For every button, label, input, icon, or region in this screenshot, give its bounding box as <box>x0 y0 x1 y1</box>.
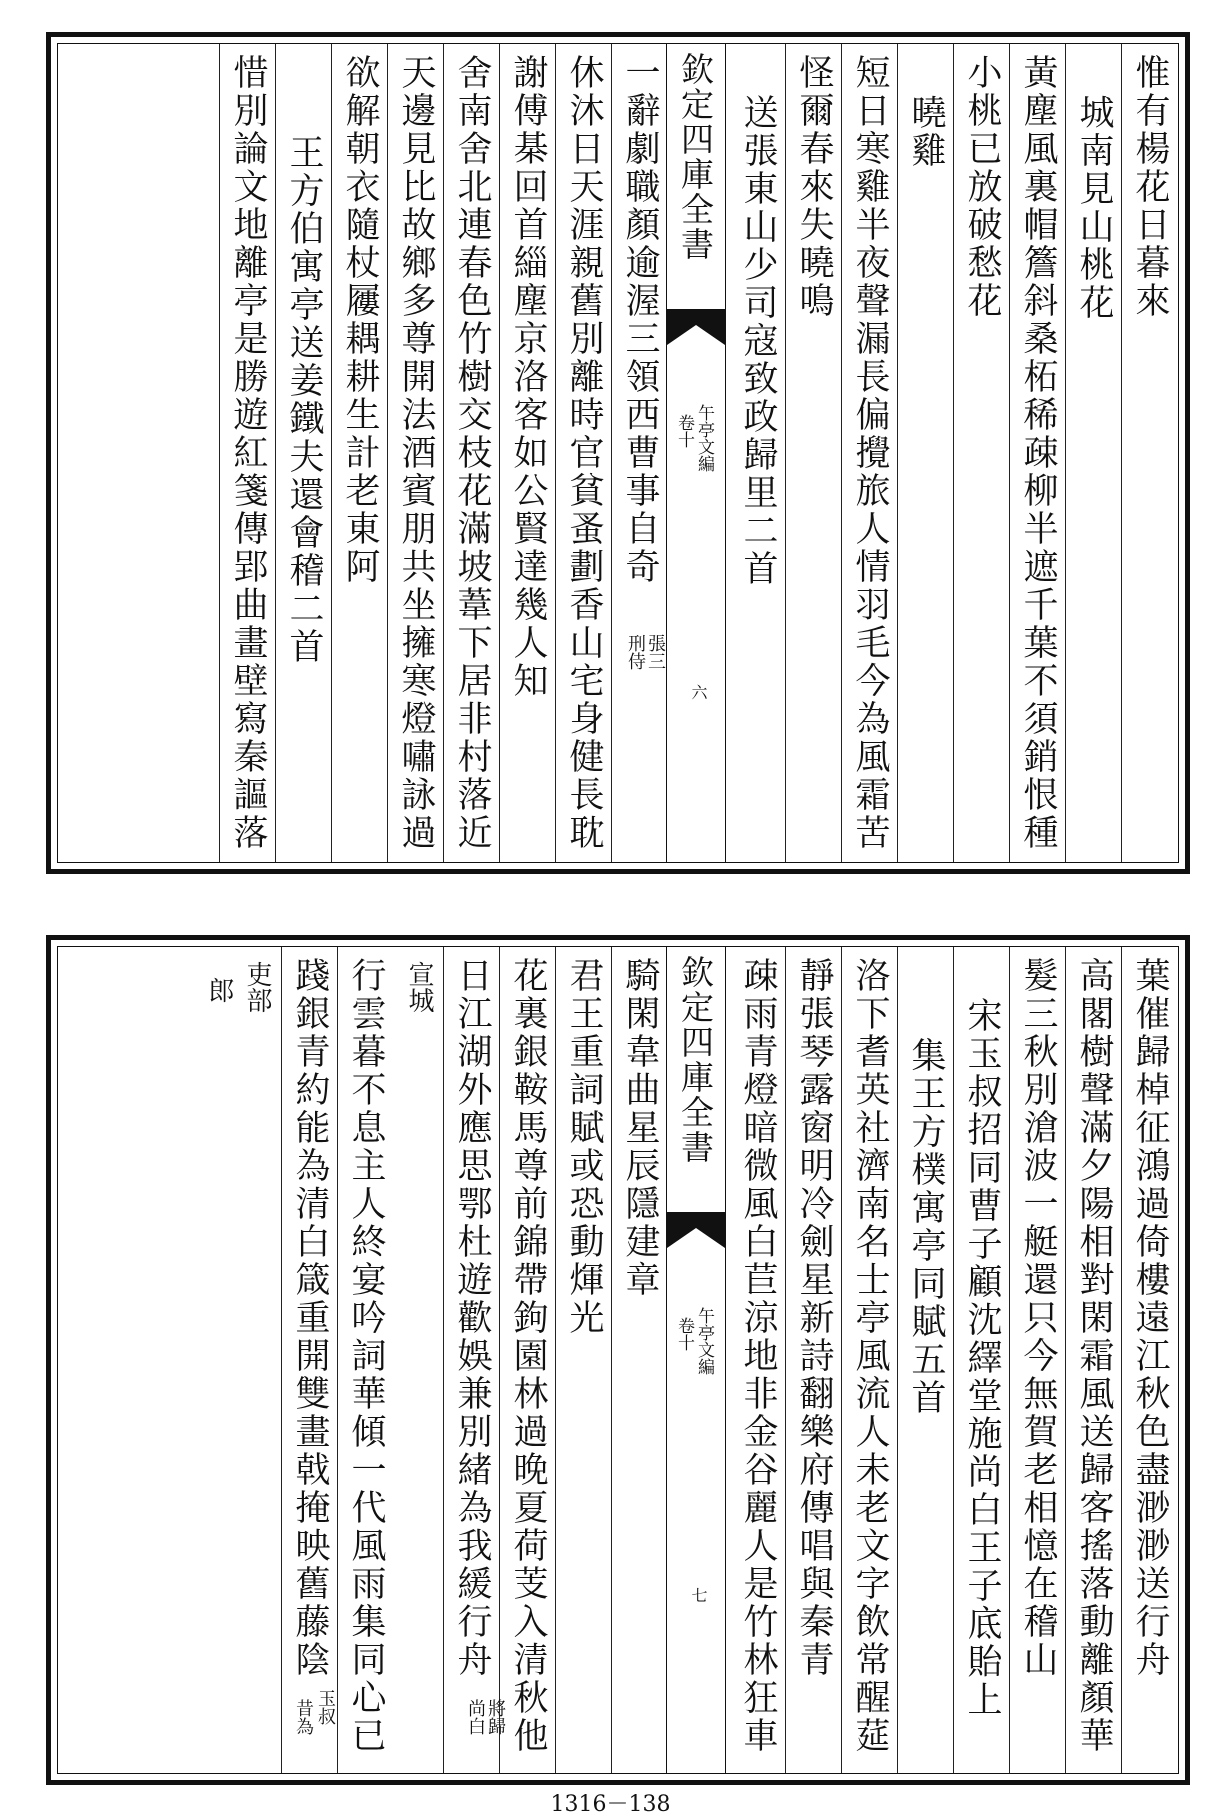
column-rule <box>611 947 612 1773</box>
bot-col-7: 靜張琴露窗明冷劍星新詩翻樂府傳唱與秦青 <box>794 957 834 1679</box>
column-rule <box>337 947 338 1773</box>
column-rule <box>555 44 556 862</box>
column-rule <box>841 44 842 862</box>
top-col-14: 欲解朝衣隨杖屨耦耕生計老東阿 <box>340 54 380 586</box>
top-col-4: 小桃已放破愁花 <box>962 54 1002 320</box>
column-rule <box>499 44 500 862</box>
column-rule <box>1065 947 1066 1773</box>
bot-col-6: 洛下耆英社濟南名士亭風流人未老文字飲常醒莚 <box>850 957 890 1755</box>
inline-note-shangbai: 尚白 <box>465 1699 486 1735</box>
column-rule <box>281 947 282 1773</box>
top-page-inner-border <box>57 43 1179 863</box>
bot-col-9: 騎閑韋曲星辰隱建章 <box>620 957 660 1299</box>
top-page-number: 六 <box>689 684 708 700</box>
top-juan: 卷十 <box>674 414 694 448</box>
inline-note-libu: 吏部 <box>242 961 272 1013</box>
bot-col-1: 葉催歸棹征鴻過倚樓遠江秋色盡渺渺送行舟 <box>1130 957 1170 1679</box>
inline-note-lang: 郎 <box>204 977 234 1003</box>
bot-col-10: 君王重詞賦或恐動煇光 <box>564 957 604 1337</box>
inline-note-zhang: 張三 <box>645 634 666 670</box>
top-col-2: 城南見山桃花 <box>1074 94 1114 322</box>
top-col-9 <box>618 54 662 852</box>
top-col-9-text: 一辭劇職顏逾渥三領西曹事自奇 <box>620 54 660 586</box>
top-col-11: 謝傅棊回首緇塵京洛客如公賢達幾人知 <box>508 54 548 700</box>
column-rule <box>443 947 444 1773</box>
column-rule <box>331 44 332 862</box>
column-rule <box>1009 44 1010 862</box>
top-collection-name: 午亭文編 <box>694 404 714 472</box>
top-col-10: 休沐日天涯親舊別離時官貧蚤劃香山宅身健長耽 <box>564 54 604 852</box>
bot-col-14: 踐銀青約能為清白箴重開雙畫戟掩映舊藤陰 <box>290 957 330 1679</box>
column-rule <box>841 947 842 1773</box>
bottom-center-strip <box>666 947 726 1773</box>
column-rule <box>1121 947 1122 1773</box>
bottom-page-frame <box>46 935 1190 1785</box>
top-book-title: 欽定四庫全書 <box>676 52 715 262</box>
inline-note-xiwei: 昔為 <box>293 1699 314 1735</box>
top-col-5: 曉雞 <box>906 94 946 170</box>
top-col-7: 怪爾春來失曉鳴 <box>794 54 834 320</box>
top-center-strip <box>666 44 726 862</box>
footer-page-code: 1316－138 <box>550 1792 671 1817</box>
bot-col-4: 宋玉叔招同曹子顧沈繹堂施尚白王子底貽上 <box>962 997 1002 1719</box>
column-rule <box>443 44 444 862</box>
bottom-page-inner-border <box>57 946 1179 1774</box>
bottom-book-title: 欽定四庫全書 <box>676 955 715 1165</box>
inline-note-yushu: 玉叔 <box>315 1689 336 1725</box>
bot-col-12: 日江湖外應思鄂杜遊歡娛兼別緒為我緩行舟 <box>452 957 492 1679</box>
bot-col-13: 行雲暮不息主人終宴吟詞華傾一代風雨集同心已 <box>346 957 386 1755</box>
column-rule <box>1065 44 1066 862</box>
top-col-13: 天邊見比故鄉多尊開法酒賓朋共坐擁寒燈嘯詠過 <box>396 54 436 852</box>
bot-col-3: 髮三秋別滄波一艇還只今無賀老相憶在稽山 <box>1018 957 1058 1679</box>
top-page-frame <box>46 32 1190 874</box>
column-rule <box>219 44 220 862</box>
column-rule <box>387 44 388 862</box>
inline-note-xuancheng: 宣城 <box>404 961 434 1013</box>
top-col-6: 短日寒雞半夜聲漏長偏攪旅人情羽毛今為風霜苦 <box>850 54 890 852</box>
column-rule <box>785 44 786 862</box>
top-col-8: 送張東山少司寇致政歸里二首 <box>738 94 778 588</box>
bot-col-11: 花裏銀鞍馬尊前錦帶鉤園林過晚夏荷芰入清秋他 <box>508 957 548 1755</box>
bottom-collection-name: 午亭文編 <box>694 1307 714 1375</box>
bot-col-8: 疎雨青燈暗微風白苣涼地非金谷麗人是竹林狂車 <box>738 957 778 1755</box>
top-col-1: 惟有楊花日暮來 <box>1130 54 1170 320</box>
column-rule <box>897 44 898 862</box>
column-rule <box>555 947 556 1773</box>
top-col-16: 惜別論文地離亭是勝遊紅箋傳郢曲畫壁寫秦謳落 <box>228 54 268 852</box>
column-rule <box>953 947 954 1773</box>
column-rule <box>1009 947 1010 1773</box>
column-rule <box>897 947 898 1773</box>
column-rule <box>611 44 612 862</box>
fishtail-mark-icon <box>667 1212 725 1248</box>
top-col-12: 舍南舍北連春色竹樹交枝花滿坡葦下居非村落近 <box>452 54 492 852</box>
bottom-page-number: 七 <box>689 1587 708 1603</box>
column-rule <box>785 947 786 1773</box>
column-rule <box>953 44 954 862</box>
bot-col-2: 高閣樹聲滿夕陽相對閑霜風送歸客搖落動離顏華 <box>1074 957 1114 1755</box>
bottom-juan: 卷十 <box>674 1317 694 1351</box>
fishtail-mark-icon <box>667 309 725 345</box>
bot-col-5: 集王方樸寓亭同賦五首 <box>906 1037 946 1417</box>
column-rule <box>275 44 276 862</box>
inline-note-jianggui: 將歸 <box>485 1699 506 1735</box>
column-rule <box>499 947 500 1773</box>
top-col-3: 黃塵風裏帽簷斜桑柘稀疎柳半遮千葉不須銷恨種 <box>1018 54 1058 852</box>
top-col-15: 王方伯寓亭送姜鐵夫還會稽二首 <box>284 134 324 666</box>
inline-note-xingshi: 刑侍 <box>625 634 646 670</box>
column-rule <box>1121 44 1122 862</box>
